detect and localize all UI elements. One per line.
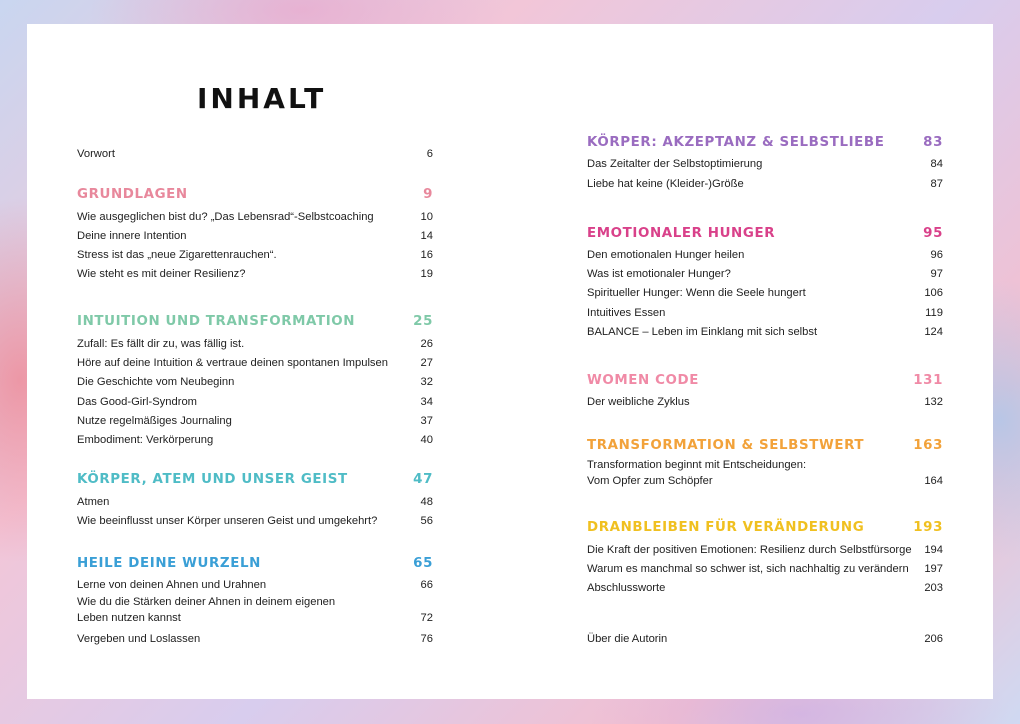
toc-entry-page: 66 — [420, 579, 433, 592]
toc-entry-label: Lerne von deinen Ahnen und Urahnen — [77, 579, 267, 592]
toc-right-column — [587, 132, 943, 647]
toc-entry[interactable] — [77, 332, 433, 351]
toc-entry-label: Zufall: Es fällt dir zu, was fällig ist. — [77, 337, 245, 350]
toc-entry-page: 48 — [420, 495, 433, 508]
toc-entry-label: Wie steht es mit deiner Resilienz? — [77, 268, 246, 281]
toc-entry-label: Der weibliche Zyklus — [587, 396, 690, 409]
toc-entry-label: Vorwort — [77, 148, 115, 161]
toc-entry-page: 27 — [420, 357, 433, 370]
toc-entry-page: 106 — [924, 287, 943, 300]
section-heading-label: HEILE DEINE WURZELN — [77, 555, 261, 571]
toc-entry-page: 56 — [420, 514, 433, 527]
toc-entry-label: Atmen — [77, 495, 110, 508]
toc-entry-label: Das Good-Girl-Syndrom — [77, 395, 197, 408]
toc-left-column — [77, 143, 433, 647]
section-heading-label: KÖRPER, ATEM UND UNSER GEIST — [77, 472, 348, 488]
section-heading-label: DRANBLEIBEN FÜR VERÄNDERUNG — [587, 520, 865, 536]
toc-entry-label: Den emotionalen Hunger heilen — [587, 248, 745, 261]
section-heading-page: 163 — [913, 438, 943, 454]
toc-entry-page: 14 — [420, 229, 433, 242]
section-heading-grundlagen[interactable] — [77, 184, 433, 204]
section-heading-intuition[interactable] — [77, 311, 433, 331]
toc-entry[interactable] — [587, 538, 943, 557]
section-heading-transformation[interactable] — [587, 435, 943, 455]
toc-entry[interactable] — [587, 263, 943, 282]
section-heading-label: EMOTIONALER HUNGER — [587, 225, 776, 241]
section-heading-women-code[interactable] — [587, 370, 943, 390]
section-heading-heile[interactable] — [77, 553, 433, 573]
section-heading-page: 95 — [923, 225, 943, 241]
toc-entry-label: BALANCE – Leben im Einklang mit sich selbst — [587, 326, 818, 339]
section-heading-page: 47 — [413, 472, 433, 488]
toc-entry-page: 26 — [420, 337, 433, 350]
toc-entry-page: 34 — [420, 395, 433, 408]
toc-entry-label-line1: Transformation beginnt mit Entscheidungen: — [587, 459, 807, 472]
toc-entry-label: Höre auf deine Intuition & vertraue deinen spontanen Impulsen — [77, 357, 388, 370]
toc-entry-page: 19 — [420, 268, 433, 281]
section-heading-page: 65 — [413, 555, 433, 571]
toc-entry-label: Über die Autorin — [587, 632, 668, 645]
toc-entry-page: 76 — [420, 633, 433, 646]
toc-entry-page: 40 — [420, 434, 433, 447]
toc-entry[interactable] — [587, 456, 943, 491]
toc-entry-label: Wie ausgeglichen bist du? „Das Lebensrad“-Selbstcoaching — [77, 210, 374, 223]
toc-entry[interactable] — [587, 577, 943, 596]
toc-entry-label: Intuitives Essen — [587, 306, 666, 319]
toc-entry-label: Die Kraft der positiven Emotionen: Resilienz durch Selbstfürsorge — [587, 543, 912, 556]
toc-entry[interactable] — [77, 244, 433, 263]
toc-entry-page: 6 — [426, 148, 433, 161]
section-heading-label: INTUITION UND TRANSFORMATION — [77, 314, 356, 330]
toc-entry[interactable] — [77, 225, 433, 244]
toc-entry-label: Embodiment: Verkörperung — [77, 434, 214, 447]
toc-entry-page: 164 — [924, 475, 943, 488]
toc-entry-label: Was ist emotionaler Hunger? — [587, 268, 731, 281]
toc-entry-page: 32 — [420, 376, 433, 389]
toc-entry[interactable] — [77, 371, 433, 390]
toc-entry-label — [77, 594, 335, 626]
toc-entry[interactable] — [77, 574, 433, 593]
toc-entry-vorwort[interactable] — [77, 143, 433, 162]
toc-entry-page: 206 — [924, 632, 943, 645]
toc-entry[interactable] — [587, 391, 943, 410]
toc-entry-page: 72 — [420, 612, 433, 625]
toc-entry-page: 87 — [930, 177, 943, 190]
section-heading-emotional[interactable] — [587, 223, 943, 243]
section-heading-koerper-akzeptanz[interactable] — [587, 132, 943, 152]
toc-entry[interactable] — [77, 429, 433, 448]
section-heading-page: 131 — [913, 373, 943, 389]
toc-entry-label: Nutze regelmäßiges Journaling — [77, 414, 232, 427]
page-title: INHALT — [197, 82, 327, 115]
toc-entry[interactable] — [587, 282, 943, 301]
toc-entry-page: 84 — [930, 158, 943, 171]
toc-entry-page: 119 — [925, 306, 943, 319]
toc-entry-label: Deine innere Intention — [77, 229, 187, 242]
toc-entry[interactable] — [77, 490, 433, 509]
toc-entry-page: 203 — [924, 582, 943, 595]
toc-entry-page: 124 — [924, 326, 943, 339]
section-heading-page: 25 — [413, 314, 433, 330]
section-heading-dranbleiben[interactable] — [587, 517, 943, 537]
toc-entry-label: Vergeben und Loslassen — [77, 633, 201, 646]
toc-entry[interactable] — [77, 263, 433, 282]
toc-entry-label: Die Geschichte vom Neubeginn — [77, 376, 235, 389]
toc-entry-page: 10 — [420, 210, 433, 223]
toc-entry[interactable] — [587, 153, 943, 172]
toc-entry-page: 37 — [420, 414, 433, 427]
section-heading-page: 193 — [913, 520, 943, 536]
toc-entry-label-line2: Vom Opfer zum Schöpfer — [587, 475, 713, 488]
toc-entry-label: Das Zeitalter der Selbstoptimierung — [587, 158, 763, 171]
toc-entry-page: 16 — [420, 249, 433, 262]
toc-entry[interactable] — [587, 321, 943, 340]
section-heading-label: TRANSFORMATION & SELBSTWERT — [587, 438, 865, 454]
section-heading-page: 9 — [423, 187, 433, 203]
toc-entry-label: Abschlussworte — [587, 582, 666, 595]
section-heading-label: KÖRPER: AKZEPTANZ & SELBSTLIEBE — [587, 135, 885, 150]
toc-entry[interactable] — [587, 244, 943, 263]
section-heading-koerper-atem[interactable] — [77, 469, 433, 489]
toc-entry-page: 97 — [930, 268, 943, 281]
toc-entry[interactable] — [587, 172, 943, 191]
toc-entry[interactable] — [77, 593, 433, 628]
toc-entry-page: 197 — [924, 562, 943, 575]
section-heading-page: 83 — [923, 135, 943, 150]
toc-entry[interactable] — [587, 558, 943, 577]
toc-entry-label: Liebe hat keine (Kleider-)Größe — [587, 177, 744, 190]
section-heading-label: GRUNDLAGEN — [77, 187, 188, 203]
toc-page — [27, 24, 993, 699]
toc-entry-label: Wie beeinflusst unser Körper unseren Geist und umgekehrt? — [77, 514, 378, 527]
toc-entry[interactable] — [77, 390, 433, 409]
toc-entry-label: Stress ist das „neue Zigarettenrauchen“. — [77, 249, 277, 262]
toc-entry-label: Warum es manchmal so schwer ist, sich nachhaltig zu verändern — [587, 562, 909, 575]
toc-entry[interactable] — [77, 352, 433, 371]
toc-entry-label: Spiritueller Hunger: Wenn die Seele hungert — [587, 287, 806, 300]
toc-entry[interactable] — [77, 410, 433, 429]
toc-entry-label — [587, 457, 806, 489]
toc-entry[interactable] — [77, 510, 433, 529]
toc-entry-label-line1: Wie du die Stärken deiner Ahnen in deinem eigenen — [77, 596, 336, 609]
toc-entry-page: 194 — [924, 543, 943, 556]
toc-entry[interactable] — [587, 301, 943, 320]
toc-entry[interactable] — [77, 628, 433, 647]
section-heading-label: WOMEN CODE — [587, 373, 699, 389]
toc-entry[interactable] — [77, 205, 433, 224]
toc-entry-page: 132 — [924, 396, 943, 409]
toc-entry-autorin[interactable] — [587, 627, 943, 646]
toc-entry-page: 96 — [930, 248, 943, 261]
toc-entry-label-line2: Leben nutzen kannst — [77, 612, 181, 625]
